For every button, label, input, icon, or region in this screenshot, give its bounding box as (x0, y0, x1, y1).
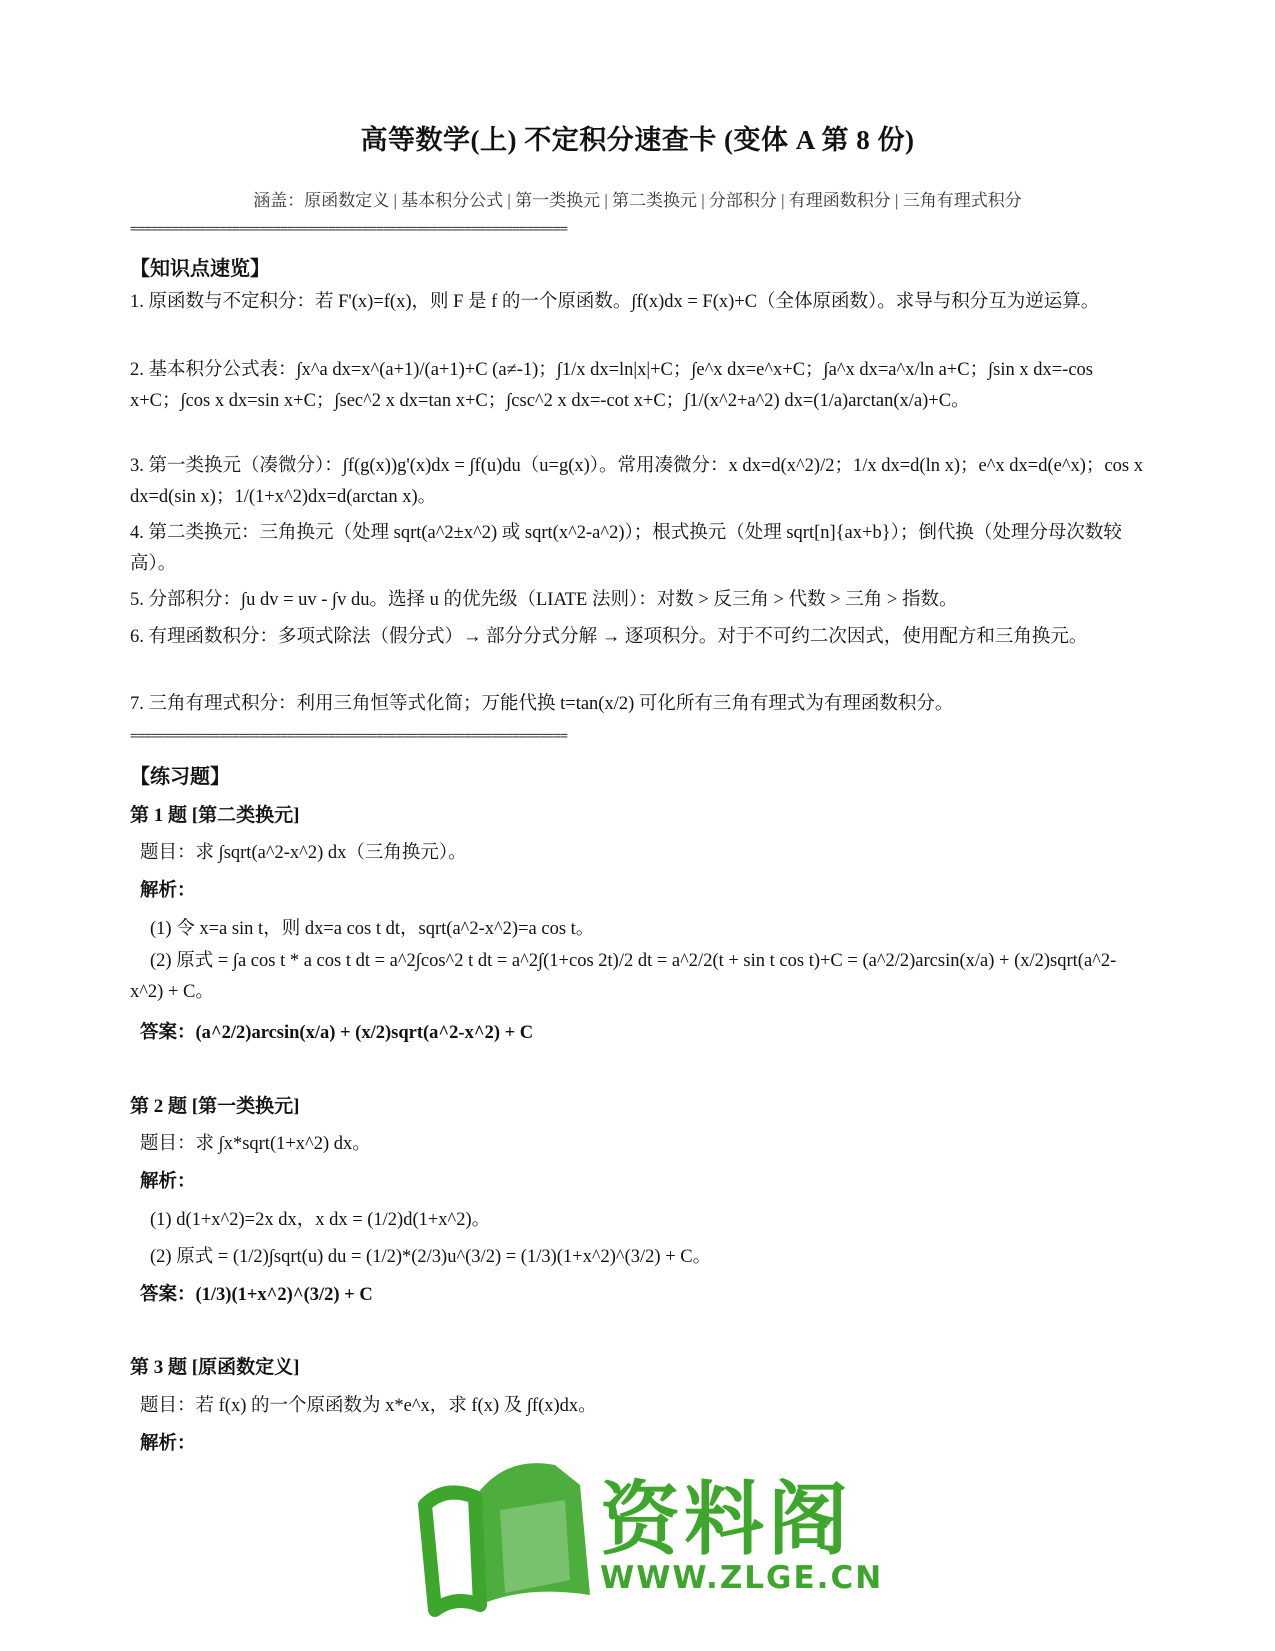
question-2-step-2: (2) 原式 = (1/2)∫sqrt(u) du = (1/2)*(2/3)u^(3/2) = (1/3)(1+x^2)^(3/2) + C。 (150, 1247, 712, 1267)
knowledge-heading: 【知识点速览】 (130, 258, 270, 280)
page-subtitle: 涵盖：原函数定义 | 基本积分公式 | 第一类换元 | 第二类换元 | 分部积分 | 有理函数积分 | 三角有理式积分 (253, 191, 1022, 210)
knowledge-item: 6. 有理函数积分：多项式除法（假分式）→ 部分分式分解 → 逐项积分。对于不可约二次因式，使用配方和三角换元。 (130, 627, 1088, 647)
question-3-analysis-label: 解析： (140, 1434, 196, 1454)
question-1-analysis-label: 解析： (140, 881, 196, 901)
question-2-heading: 第 2 题 [第一类换元] (130, 1096, 300, 1117)
question-1-answer: 答案：(a^2/2)arcsin(x/a) + (x/2)sqrt(a^2-x^2) + C (140, 1023, 534, 1043)
question-3-text: 题目：若 f(x) 的一个原函数为 x*e^x，求 f(x) 及 ∫f(x)dx。 (140, 1396, 597, 1416)
separator-rule: ================================================================ (130, 729, 567, 744)
question-1-heading: 第 1 题 [第二类换元] (130, 805, 300, 826)
watermark-url: WWW.ZLGE.CN (600, 1560, 884, 1596)
knowledge-item: 7. 三角有理式积分：利用三角恒等式化简；万能代换 t=tan(x/2) 可化所有三角有理式为有理函数积分。 (130, 694, 954, 714)
page-title: 高等数学(上) 不定积分速查卡 (变体 A 第 8 份) (360, 125, 915, 155)
question-1-step-2: (2) 原式 = ∫a cos t * a cos t dt = a^2∫cos^2 t dt = a^2∫(1+cos 2t)/2 dt = a^2/2(t + sin t cos t)+C = (a^2/2)arcsin(x/a) + (x/2)sqrt(a^2-x^2) + C。 (130, 951, 1117, 1002)
question-1-step-1: (1) 令 x=a sin t，则 dx=a cos t dt，sqrt(a^2-x^2)=a cos t。 (150, 919, 595, 939)
question-2-text: 题目：求 ∫x*sqrt(1+x^2) dx。 (140, 1134, 371, 1154)
knowledge-item: 5. 分部积分：∫u dv = uv - ∫v du。选择 u 的优先级（LIATE 法则）：对数 > 反三角 > 代数 > 三角 > 指数。 (130, 590, 958, 610)
question-3-heading: 第 3 题 [原函数定义] (130, 1357, 300, 1378)
question-2-answer: 答案：(1/3)(1+x^2)^(3/2) + C (140, 1285, 373, 1305)
question-1-text: 题目：求 ∫sqrt(a^2-x^2) dx（三角换元）。 (140, 843, 467, 863)
practice-heading: 【练习题】 (130, 766, 230, 788)
knowledge-item: 2. 基本积分公式表：∫x^a dx=x^(a+1)/(a+1)+C (a≠-1)；∫1/x dx=ln|x|+C；∫e^x dx=e^x+C；∫a^x dx=a^x/ln a+C；∫sin x dx=-cos x+C；∫cos x dx=sin x+C；∫sec^2 x dx=tan x+C；∫csc^2 x dx=-cot x+C；∫1/(x^2+a^2) dx=(1/a)arctan(x/a)+C。 (130, 360, 1093, 411)
watermark-logo-text: 资料阁 (600, 1473, 852, 1566)
knowledge-item: 3. 第一类换元（凑微分）：∫f(g(x))g'(x)dx = ∫f(u)du（u=g(x)）。常用凑微分：x dx=d(x^2)/2；1/x dx=d(ln x)；e^x dx=d(e^x)；cos x dx=d(sin x)；1/(1+x^2)dx=d(arctan x)。 (130, 456, 1143, 507)
separator-rule: ================================================================ (130, 222, 567, 237)
knowledge-item: 4. 第二类换元：三角换元（处理 sqrt(a^2±x^2) 或 sqrt(x^2-a^2)）；根式换元（处理 sqrt[n]{ax+b}）；倒代换（处理分母次数较高）。 (130, 523, 1122, 574)
question-2-step-1: (1) d(1+x^2)=2x dx，x dx = (1/2)d(1+x^2)。 (150, 1210, 491, 1230)
question-2-analysis-label: 解析： (140, 1172, 196, 1192)
knowledge-item: 1. 原函数与不定积分：若 F'(x)=f(x)，则 F 是 f 的一个原函数。∫f(x)dx = F(x)+C（全体原函数）。求导与积分互为逆运算。 (130, 292, 1100, 312)
